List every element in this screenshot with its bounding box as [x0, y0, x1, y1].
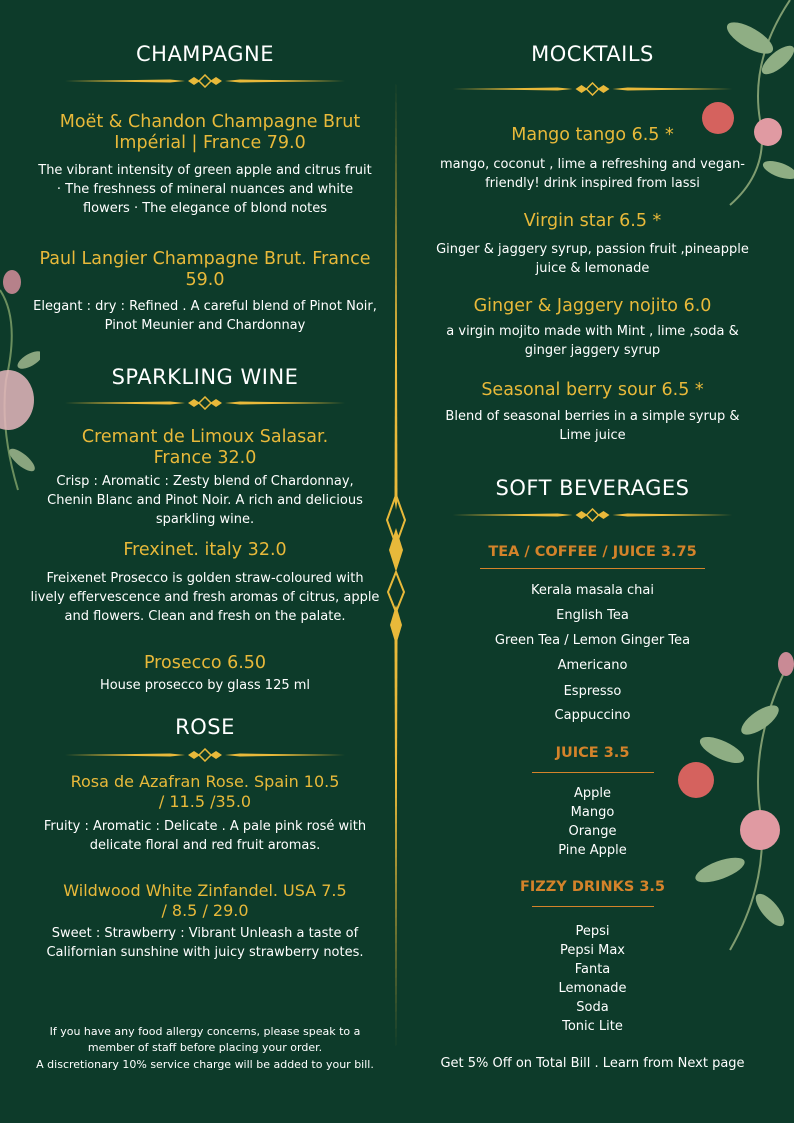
rose-item-wildwood-desc: Sweet : Strawberry : Vibrant Unleash a taste of Californian sunshine with juicy strawberry notes. — [46, 926, 364, 960]
rose-item-azafran-name: Rosa de Azafran Rose. Spain 10.5 / 11.5 /35.0 — [70, 772, 340, 811]
discount-promo-text: Get 5% Off on Total Bill . Learn from Next page — [440, 1056, 745, 1071]
tea-coffee-juice-heading: TEA / COFFEE / JUICE 3.75 — [488, 544, 697, 560]
champagne-ornament — [20, 74, 390, 88]
mocktail-seasonal-berry-name: Seasonal berry sour 6.5 * — [481, 380, 704, 400]
vertical-divider-ornament — [385, 80, 407, 1050]
champagne-title: CHAMPAGNE — [135, 42, 274, 66]
mocktails-title: MOCKTAILS — [531, 42, 654, 66]
champagne-item-moet-name: Moët & Chandon Champagne Brut Impérial | France 79.0 — [59, 112, 361, 153]
rose-title: ROSE — [175, 715, 235, 739]
sparkling-wine-title: SPARKLING WINE — [111, 365, 299, 389]
mocktail-ginger-jaggery-desc: a virgin mojito made with Mint , lime ,soda & ginger jaggery syrup — [446, 324, 739, 358]
mocktails-ornament — [420, 82, 765, 96]
fizzy-item: Pepsi — [575, 924, 610, 939]
champagne-item-langier-desc: Elegant : dry : Refined . A careful blend of Pinot Noir, Pinot Meunier and Chardonnay — [33, 299, 377, 333]
tea-item: Americano — [557, 658, 628, 673]
service-charge-notice: A discretionary 10% service charge will be added to your bill. — [36, 1058, 374, 1071]
sparkling-item-prosecco-desc: House prosecco by glass 125 ml — [99, 678, 311, 693]
rose-item-wildwood-name: Wildwood White Zinfandel. USA 7.5 / 8.5 / 29.0 — [63, 881, 347, 920]
juice-item: Mango — [570, 805, 615, 820]
mocktail-seasonal-berry-desc: Blend of seasonal berries in a simple syrup & Lime juice — [445, 409, 740, 443]
fizzy-item: Lemonade — [558, 981, 627, 996]
sparkling-ornament — [20, 396, 390, 410]
mocktail-virgin-star-name: Virgin star 6.5 * — [523, 211, 662, 231]
fizzy-item: Soda — [576, 1000, 609, 1015]
juice-item: Orange — [568, 824, 617, 839]
tea-heading-underline — [480, 568, 705, 569]
juice-item: Apple — [573, 786, 611, 801]
soft-beverages-ornament — [420, 508, 765, 522]
juice-heading-underline — [532, 772, 654, 773]
fizzy-item: Fanta — [574, 962, 611, 977]
fizzy-item: Pepsi Max — [559, 943, 626, 958]
sparkling-item-frexinet-desc: Freixenet Prosecco is golden straw-coloured with lively effervescence and fresh aromas of citrus, apple and flowers. Clean and fresh on the palate. — [30, 571, 380, 624]
tea-item: Cappuccino — [554, 708, 631, 723]
champagne-item-moet-desc: The vibrant intensity of green apple and citrus fruit · The freshness of mineral nuances and white flowers · The elegance of blond notes — [38, 163, 372, 216]
tea-item: Espresso — [563, 684, 622, 699]
sparkling-item-cremant-desc: Crisp : Aromatic : Zesty blend of Chardonnay, Chenin Blanc and Pinot Noir. A rich and delicious sparkling wine. — [47, 474, 363, 527]
tea-item: Green Tea / Lemon Ginger Tea — [494, 633, 691, 648]
rose-item-azafran-desc: Fruity : Aromatic : Delicate . A pale pink rosé with delicate floral and red fruit aromas. — [43, 819, 367, 853]
allergy-notice: If you have any food allergy concerns, please speak to a member of staff before placing your order. — [49, 1025, 361, 1054]
tea-item: English Tea — [556, 608, 629, 623]
fizzy-item: Tonic Lite — [562, 1019, 623, 1034]
mocktail-mango-tango-desc: mango, coconut , lime a refreshing and vegan-friendly! drink inspired from lassi — [440, 157, 745, 191]
fizzy-heading-underline — [532, 906, 654, 907]
mocktail-ginger-jaggery-name: Ginger & Jaggery nojito 6.0 — [473, 296, 712, 316]
soft-beverages-title: SOFT BEVERAGES — [495, 476, 690, 500]
mocktail-mango-tango-name: Mango tango 6.5 * — [511, 125, 674, 145]
rose-ornament — [20, 748, 390, 762]
tea-item: Kerala masala chai — [531, 583, 654, 598]
sparkling-item-cremant-name: Cremant de Limoux Salasar. France 32.0 — [81, 427, 329, 468]
sparkling-item-prosecco-name: Prosecco 6.50 — [143, 653, 267, 673]
juice-heading: JUICE 3.5 — [555, 745, 630, 761]
fizzy-drinks-heading: FIZZY DRINKS 3.5 — [519, 879, 666, 895]
mocktail-virgin-star-desc: Ginger & jaggery syrup, passion fruit ,pineapple juice & lemonade — [436, 242, 749, 276]
sparkling-item-frexinet-name: Frexinet. italy 32.0 — [123, 540, 287, 560]
juice-item: Pine Apple — [558, 843, 627, 858]
champagne-item-langier-name: Paul Langier Champagne Brut. France 59.0 — [39, 249, 371, 290]
